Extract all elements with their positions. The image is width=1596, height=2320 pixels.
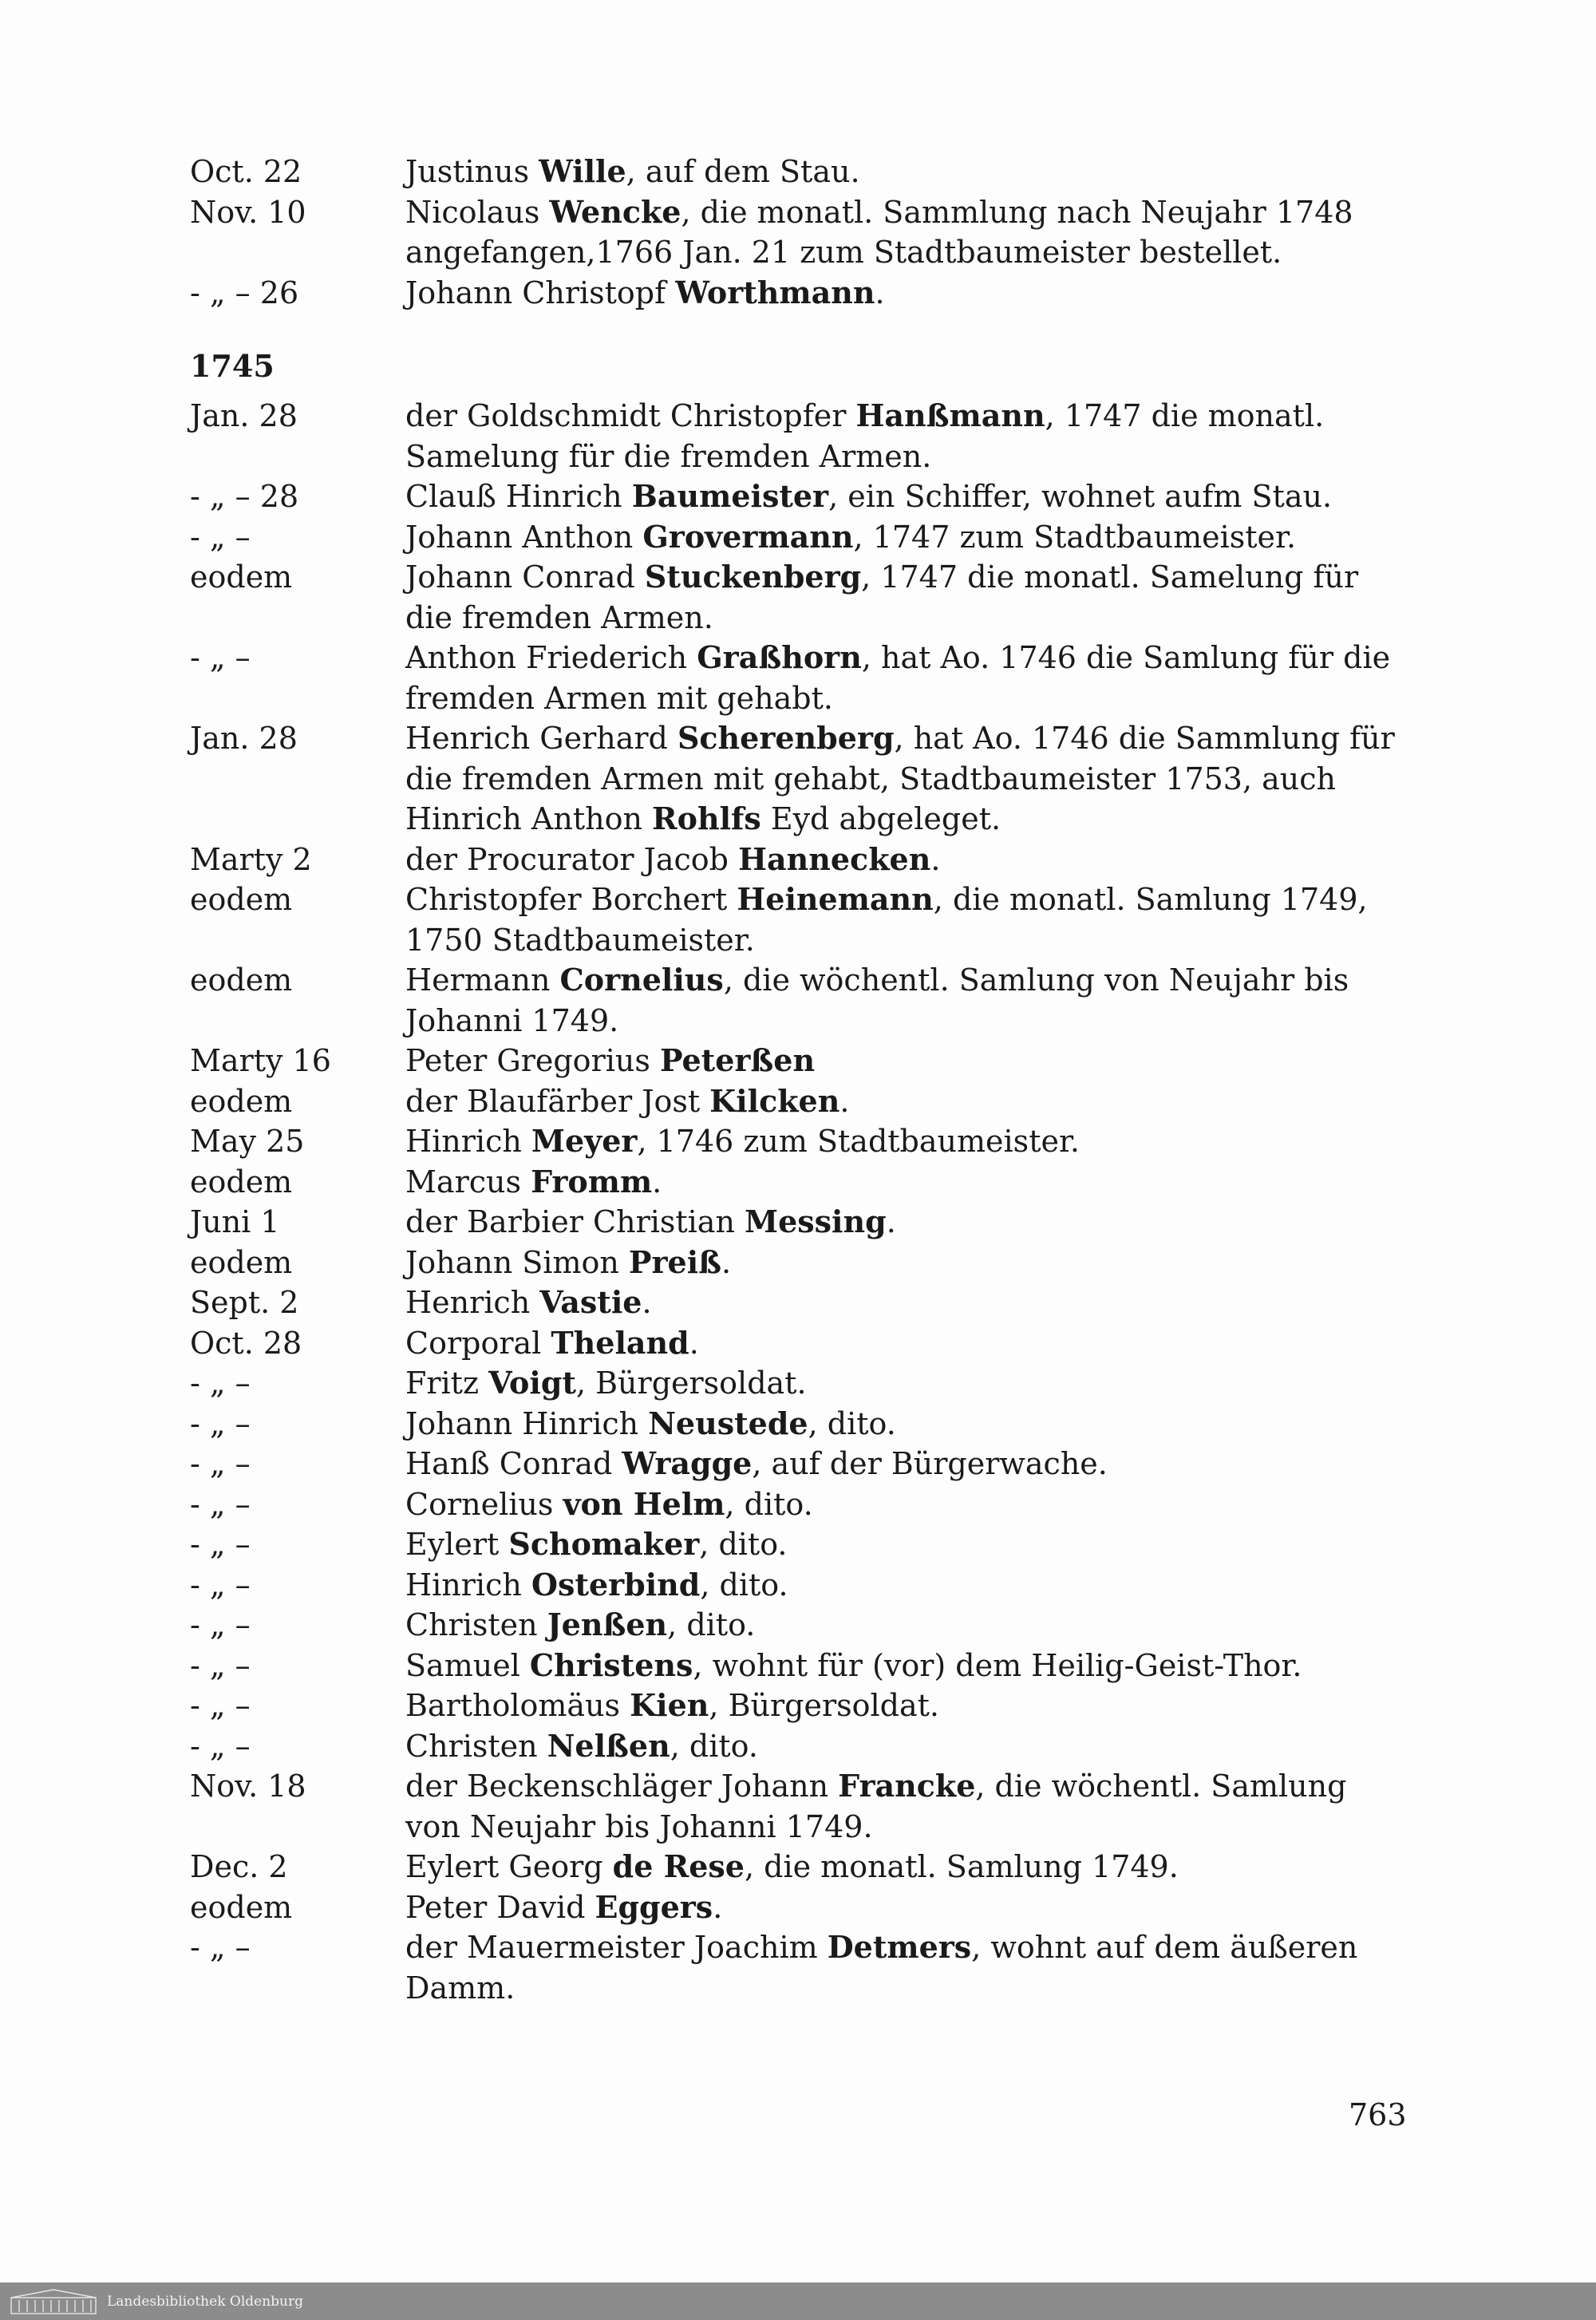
entry-date: - „ –: [190, 1446, 251, 1481]
entry-date: - „ –: [190, 1607, 251, 1642]
entry-text: [405, 638, 1411, 718]
entry-text-segment: .: [652, 1164, 662, 1200]
entry-surname: Eggers: [595, 1888, 713, 1925]
entry-text-segment: , dito.: [699, 1527, 788, 1562]
entry-text-segment: , auf der Bürgerwache.: [752, 1446, 1108, 1481]
entry-text: [405, 152, 1411, 192]
register-entry: [190, 273, 1411, 314]
entry-text-segment: Eyd abgeleget.: [760, 801, 1001, 836]
year-heading: 1745: [190, 348, 275, 384]
entry-text-segment: , 1746 zum Stadtbaumeister.: [637, 1124, 1080, 1159]
register-entry: [190, 1927, 1411, 2008]
register-entry: [190, 1726, 1411, 1767]
entry-text-segment: Bartholomäus: [405, 1688, 630, 1723]
entry-text-segment: der Procurator Jacob: [405, 841, 739, 877]
entry-text-segment: , dito.: [670, 1728, 758, 1764]
register-entry: [190, 1605, 1411, 1646]
entry-date: eodem: [190, 1244, 293, 1280]
entry-text: [405, 1363, 1411, 1404]
entry-text-segment: Fritz: [405, 1366, 489, 1401]
register-entry: [190, 1404, 1411, 1445]
entry-text-segment: , die wöchentl. Samlung von Neujahr bis Johanni 1749.: [405, 1769, 1347, 1844]
entry-text-segment: .: [689, 1325, 699, 1361]
entry-text: [405, 1927, 1411, 2008]
entry-date: - „ – 26: [190, 275, 299, 310]
entry-text: [405, 879, 1411, 960]
register-entry: [190, 1081, 1411, 1122]
register-entry: [190, 1565, 1411, 1606]
entry-text-segment: Christopfer Borchert: [405, 882, 737, 917]
entry-date: - „ –: [190, 640, 251, 675]
register-entry: [190, 1202, 1411, 1243]
register-entry: [190, 1887, 1411, 1928]
entry-text: [405, 1162, 1411, 1203]
entry-surname: Baumeister: [631, 478, 829, 514]
register-entry: [190, 1243, 1411, 1283]
register-entry: [190, 1524, 1411, 1565]
entry-date: eodem: [190, 962, 293, 998]
entry-text-segment: Hanß Conrad: [405, 1446, 622, 1481]
register-entry: [190, 557, 1411, 638]
entry-surname: Peterßen: [659, 1042, 816, 1078]
entry-text-segment: Christen: [405, 1607, 547, 1642]
register-entry: [190, 1444, 1411, 1484]
entry-surname: Detmers: [827, 1929, 972, 1965]
entry-surname: Wille: [539, 153, 626, 189]
register-entry: [190, 1646, 1411, 1686]
entry-text: [405, 1404, 1411, 1445]
entry-surname: Worthmann: [675, 274, 875, 310]
entry-surname: Kilcken: [709, 1082, 840, 1119]
entry-text: [405, 1686, 1411, 1726]
entry-surname: Voigt: [488, 1365, 576, 1401]
entry-surname: Christens: [529, 1646, 693, 1683]
entry-surname: Hannecken: [738, 840, 931, 877]
entry-text-segment: Cornelius: [405, 1486, 563, 1522]
register-entry: [190, 152, 1411, 192]
entry-date: Jan. 28: [190, 398, 298, 433]
entry-text-segment: , Bürgersoldat.: [709, 1688, 939, 1723]
entry-text-segment: .: [713, 1889, 723, 1925]
entry-surname: Vastie: [539, 1284, 642, 1320]
entry-date: Oct. 22: [190, 154, 302, 189]
entry-text: [405, 1121, 1411, 1162]
entry-text-segment: .: [875, 275, 885, 310]
entry-text: [405, 840, 1411, 880]
library-building-icon: [10, 2288, 97, 2315]
entry-surname: Fromm: [531, 1163, 653, 1200]
entry-text-segment: Justinus: [405, 154, 539, 189]
register-entry: [190, 879, 1411, 960]
entry-date: eodem: [190, 559, 293, 595]
entry-surname: Messing: [745, 1203, 887, 1239]
entry-surname: Cornelius: [559, 962, 724, 998]
register-entry: [190, 718, 1411, 840]
entry-date: - „ –: [190, 1688, 251, 1723]
entry-text-segment: , wohnt auf dem äußeren Damm.: [405, 1930, 1358, 2006]
entry-text: [405, 1565, 1411, 1606]
entry-text-segment: .: [839, 1083, 850, 1119]
entry-text-segment: , 1747 die monatl. Samelung für die fremden Armen.: [405, 559, 1359, 635]
entry-text-segment: Clauß Hinrich: [405, 479, 632, 514]
entry-text: [405, 557, 1411, 638]
entry-text-segment: Johann Anthon: [405, 519, 643, 555]
entry-surname: Theland: [551, 1324, 689, 1361]
entry-text: [405, 1605, 1411, 1646]
entry-text-segment: , auf dem Stau.: [626, 154, 860, 189]
entry-surname: Hanßmann: [855, 397, 1045, 433]
entry-text-segment: , dito.: [700, 1567, 788, 1603]
entry-surname: Heinemann: [737, 881, 934, 917]
register-entry: [190, 1847, 1411, 1887]
register-entry: [190, 638, 1411, 718]
entry-text-segment: Christen: [405, 1728, 547, 1764]
entry-text-segment: der Goldschmidt Christopfer: [405, 398, 856, 433]
entry-surname: Nelßen: [547, 1727, 670, 1764]
entry-date: Marty 2: [190, 841, 312, 877]
entry-text: [405, 1041, 1411, 1081]
entry-text-segment: Hinrich: [405, 1124, 531, 1159]
entry-text: [405, 1283, 1411, 1323]
register-entry: [190, 517, 1411, 558]
entry-surname: Meyer: [531, 1123, 638, 1159]
register-entry: [190, 960, 1411, 1041]
entry-surname: Rohlfs: [652, 800, 761, 836]
entry-surname: Preiß: [628, 1243, 721, 1280]
register-entry: [190, 476, 1411, 517]
entry-date: Sept. 2: [190, 1285, 299, 1320]
entry-date: eodem: [190, 882, 293, 917]
entry-text-segment: der Barbier Christian: [405, 1204, 745, 1239]
entry-text-segment: Johann Simon: [405, 1244, 629, 1280]
register-entry: [190, 396, 1411, 476]
entry-text: [405, 396, 1411, 476]
entry-text: [405, 476, 1411, 517]
entry-text-segment: , 1747 zum Stadtbaumeister.: [853, 519, 1297, 555]
entry-text-segment: Johann Christopf: [405, 275, 676, 310]
entry-text: [405, 517, 1411, 558]
entry-text-segment: , die monatl. Sammlung nach Neujahr 1748 angefangen,1766 Jan. 21 zum Stadtbaumeister bestellet.: [405, 194, 1353, 270]
entry-text: [405, 1444, 1411, 1484]
register-entry: [190, 1686, 1411, 1726]
entry-date: - „ – 28: [190, 479, 299, 514]
entry-date: - „ –: [190, 1486, 251, 1522]
entry-date: - „ –: [190, 1527, 251, 1562]
library-name: Landesbibliothek Oldenburg: [107, 2293, 304, 2310]
entry-text: [405, 273, 1411, 314]
entry-surname: Stuckenberg: [644, 559, 862, 595]
entry-text: [405, 718, 1411, 840]
entry-date: Oct. 28: [190, 1325, 302, 1361]
register-entry: [190, 1041, 1411, 1081]
entry-date: May 25: [190, 1124, 305, 1159]
entry-text: [405, 1887, 1411, 1928]
entry-date: - „ –: [190, 1567, 251, 1603]
entry-text-segment: Johann Conrad: [405, 559, 645, 595]
entry-text: [405, 1243, 1411, 1283]
entry-text-segment: Corporal: [405, 1325, 551, 1361]
entry-text-segment: , 1747 die monatl. Samelung für die fremden Armen.: [405, 398, 1325, 474]
entry-text-segment: .: [642, 1285, 652, 1320]
entry-surname: Wragge: [622, 1445, 753, 1481]
entry-date: - „ –: [190, 1647, 251, 1683]
register-entry: [190, 1484, 1411, 1525]
entry-date: - „ –: [190, 1728, 251, 1764]
entry-date: eodem: [190, 1083, 293, 1119]
register-entry: [190, 1162, 1411, 1203]
register-entry: [190, 1323, 1411, 1364]
entry-surname: Grovermann: [642, 518, 854, 555]
entry-date: eodem: [190, 1889, 293, 1925]
entry-date: - „ –: [190, 1405, 251, 1441]
entry-text-segment: , die monatl. Samlung 1749.: [744, 1849, 1179, 1884]
entry-text-segment: Johann Hinrich: [405, 1405, 649, 1441]
entry-date: Dec. 2: [190, 1849, 288, 1884]
entry-text-segment: , dito.: [667, 1607, 756, 1642]
entry-date: Marty 16: [190, 1043, 331, 1078]
entry-text-segment: .: [721, 1244, 732, 1280]
entry-text: [405, 1847, 1411, 1887]
entry-text-segment: , die monatl. Samlung 1749, 1750 Stadtbaumeister.: [405, 882, 1368, 958]
entry-surname: Osterbind: [531, 1566, 701, 1603]
entry-text-segment: Anthon Friederich: [405, 640, 697, 675]
register-entry: [190, 1766, 1411, 1847]
entry-text-segment: Peter David: [405, 1889, 595, 1925]
entry-text-segment: , ein Schiffer, wohnet aufm Stau.: [828, 479, 1333, 514]
register-entry: [190, 1121, 1411, 1162]
register-entry: [190, 1283, 1411, 1323]
entry-text-segment: Eylert: [405, 1527, 509, 1562]
entry-surname: Jenßen: [547, 1607, 668, 1642]
register-entries: [190, 152, 1411, 2008]
entry-text: [405, 960, 1411, 1041]
entry-text-segment: Nicolaus: [405, 194, 550, 230]
entry-text-segment: der Blaufärber Jost: [405, 1083, 710, 1119]
entry-surname: Graßhorn: [697, 639, 862, 675]
register-entry: [190, 840, 1411, 880]
entry-text-segment: Henrich Gerhard: [405, 721, 678, 756]
entry-text-segment: , hat Ao. 1746 die Samlung für die fremden Armen mit gehabt.: [405, 640, 1391, 716]
entry-text-segment: , wohnt für (vor) dem Heilig-Geist-Thor.: [693, 1647, 1302, 1683]
library-footer-bar: [0, 2282, 1596, 2320]
entry-text-segment: , dito.: [808, 1405, 896, 1441]
entry-surname: Kien: [630, 1687, 709, 1723]
entry-surname: Francke: [838, 1768, 976, 1804]
entry-text-segment: , die wöchentl. Samlung von Neujahr bis Johanni 1749.: [405, 962, 1349, 1038]
entry-text: [405, 1323, 1411, 1364]
entry-text: [405, 192, 1411, 273]
entry-date: - „ –: [190, 1930, 251, 1965]
entry-surname: Schomaker: [508, 1526, 700, 1562]
entry-date: Nov. 10: [190, 194, 306, 230]
entry-text-segment: Hinrich: [405, 1567, 531, 1603]
register-entry: [190, 1363, 1411, 1404]
entry-text: [405, 1766, 1411, 1847]
entry-text-segment: Peter Gregorius: [405, 1043, 660, 1078]
entry-text-segment: Samuel: [405, 1647, 530, 1683]
register-entry: [190, 192, 1411, 273]
entry-text-segment: , hat Ao. 1746 die Sammlung für die fremden Armen mit gehabt, Stadtbaumeister 1753, auch Hinrich Anthon: [405, 721, 1395, 836]
entry-surname: Scherenberg: [677, 720, 895, 756]
entry-text-segment: der Beckenschläger Johann: [405, 1769, 839, 1804]
entry-text-segment: .: [930, 841, 941, 877]
entry-text-segment: der Mauermeister Joachim: [405, 1930, 828, 1965]
entry-text: [405, 1524, 1411, 1565]
entry-date: - „ –: [190, 519, 251, 555]
entry-date: eodem: [190, 1164, 293, 1200]
entry-text-segment: Henrich: [405, 1285, 540, 1320]
entry-text-segment: .: [886, 1204, 896, 1239]
entry-date: Juni 1: [190, 1204, 280, 1239]
entry-text: [405, 1202, 1411, 1243]
entry-date: Nov. 18: [190, 1769, 306, 1804]
entry-date: - „ –: [190, 1366, 251, 1401]
entry-text: [405, 1484, 1411, 1525]
entry-date: Jan. 28: [190, 721, 298, 756]
entry-surname: de Rese: [612, 1848, 745, 1884]
page-number: 763: [1349, 2097, 1407, 2132]
entry-surname: Wencke: [549, 193, 681, 230]
entry-text: [405, 1081, 1411, 1122]
entry-text-segment: , dito.: [725, 1486, 813, 1522]
entry-text-segment: Marcus: [405, 1164, 531, 1200]
entry-text: [405, 1646, 1411, 1686]
entry-surname: Neustede: [648, 1405, 808, 1441]
entry-text-segment: , Bürgersoldat.: [575, 1366, 807, 1401]
entry-text-segment: Hermann: [405, 962, 560, 998]
entry-surname: von Helm: [563, 1485, 725, 1522]
entry-text: [405, 1726, 1411, 1767]
entry-text-segment: Eylert Georg: [405, 1849, 613, 1884]
